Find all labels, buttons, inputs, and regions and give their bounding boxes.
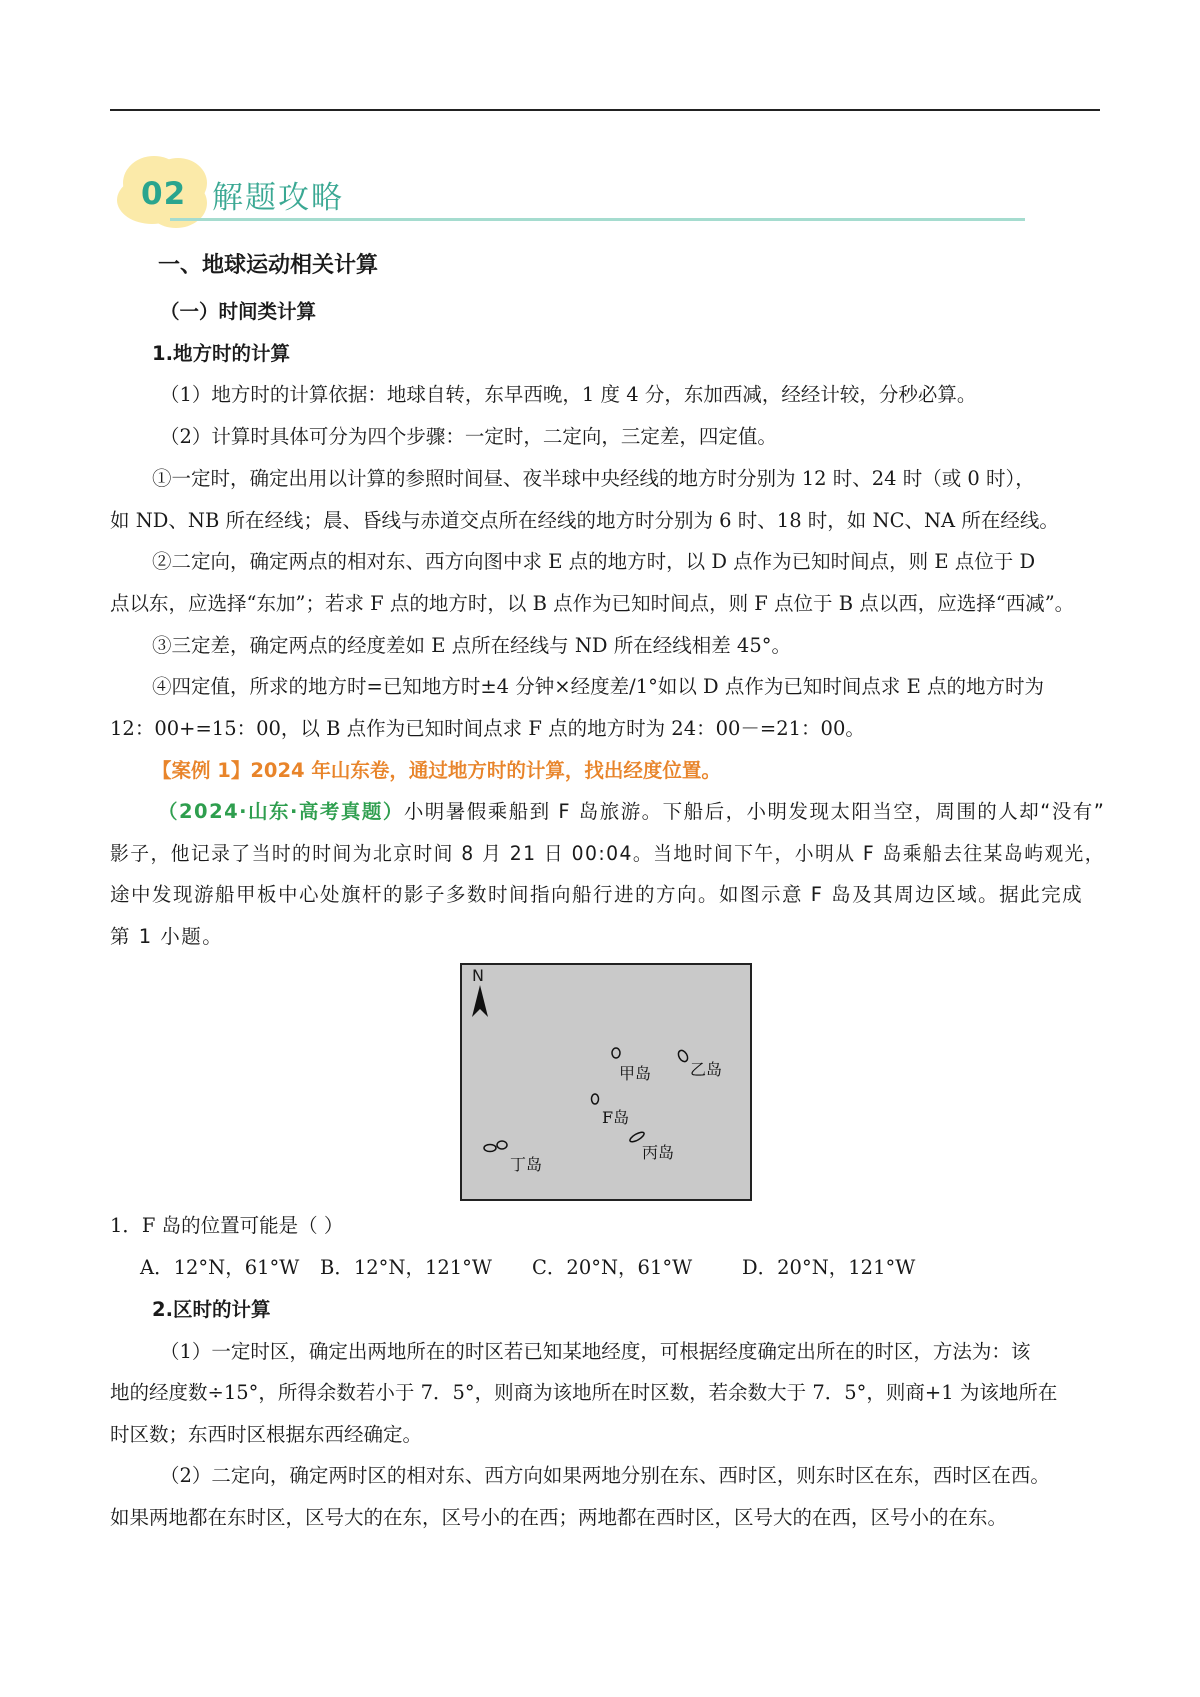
paragraph-step1-line1: ①一定时，确定出用以计算的参照时间昼、夜半球中央经线的地方时分别为 12 时、24 时（或 0 时）， <box>152 467 1035 490</box>
north-arrow-icon <box>472 985 488 1017</box>
heading-2: （一）时间类计算 <box>160 300 317 323</box>
island-f-label: F岛 <box>602 1108 630 1127</box>
paragraph-basis: （1）地方时的计算依据：地球自转，东早西晚，1 度 4 分，东加西减，经经计较，分秒必算。 <box>160 383 977 406</box>
island-ding-shape-a <box>484 1145 496 1152</box>
island-jia-shape <box>612 1048 620 1058</box>
section-underline <box>170 218 1025 221</box>
zone-para1-line1: （1）一定时区，确定出两地所在的时区若已知某地经度，可根据经度确定出所在的时区，方法为：该 <box>160 1340 1031 1363</box>
option-a[interactable]: A．12°N，61°W <box>140 1256 300 1279</box>
paragraph-step4-line1: ④四定值，所求的地方时=已知地方时±4 分钟×经度差/1°如以 D 点作为已知时间点求 E 点的地方时为 <box>152 675 1045 698</box>
paragraph-step3: ③三定差，确定两点的经度差如 E 点所在经线与 ND 所在经线相差 45°。 <box>152 634 791 657</box>
exam-source: （2024·山东·高考真题） <box>158 800 404 823</box>
option-d[interactable]: D．20°N，121°W <box>742 1256 916 1279</box>
zone-para2-line2: 如果两地都在东时区，区号大的在东，区号小的在西；两地都在西时区，区号大的在西，区号小的在东。 <box>110 1506 1008 1529</box>
zone-para2-line1: （2）二定向，确定两时区的相对东、西方向如果两地分别在东、西时区，则东时区在东，西时区在西。 <box>160 1464 1050 1487</box>
option-c[interactable]: C．20°N，61°W <box>532 1256 693 1279</box>
case-heading: 【案例 1】2024 年山东卷，通过地方时的计算，找出经度位置。 <box>152 759 721 782</box>
question-1: 1．F 岛的位置可能是（ ） <box>110 1214 344 1237</box>
exam-line-4: 第 1 小题。 <box>110 925 224 948</box>
island-yi-shape <box>677 1049 690 1063</box>
exam-line-3: 途中发现游船甲板中心处旗杆的影子多数时间指向船行进的方向。如图示意 F 岛及其周边区域。据此完成 <box>110 883 1084 906</box>
island-yi-label: 乙岛 <box>690 1060 723 1079</box>
exam-line-1: （2024·山东·高考真题）小明暑假乘船到 F 岛旅游。下船后，小明发现太阳当空，周围的人却“没有” <box>158 800 1106 823</box>
zone-para1-line3: 时区数；东西时区根据东西经确定。 <box>110 1423 423 1446</box>
subheading-zone-time: 2.区时的计算 <box>152 1298 271 1321</box>
heading-1: 一、地球运动相关计算 <box>158 253 379 278</box>
paragraph-steps: （2）计算时具体可分为四个步骤：一定时，二定向，三定差，四定值。 <box>160 425 777 448</box>
island-bing-label: 丙岛 <box>642 1143 675 1162</box>
island-jia-label: 甲岛 <box>619 1064 652 1083</box>
paragraph-step4-line2: 12：00+=15：00，以 B 点作为已知时间点求 F 点的地方时为 24：00－=21：00。 <box>110 717 865 740</box>
exam-line-2: 影子，他记录了当时的时间为北京时间 8 月 21 日 00:04。当地时间下午，小明从 F 岛乘船去往某岛屿观光， <box>110 842 1106 865</box>
island-map <box>460 963 752 1201</box>
top-rule <box>110 109 1100 111</box>
zone-para1-line2: 地的经度数÷15°，所得余数若小于 7．5°，则商为该地所在时区数，若余数大于 7．5°，则商+1 为该地所在 <box>110 1381 1058 1404</box>
paragraph-step2-line1: ②二定向，确定两点的相对东、西方向图中求 E 点的地方时，以 D 点作为已知时间点，则 E 点位于 D <box>152 550 1036 573</box>
paragraph-step1-line2: 如 ND、NB 所在经线；晨、昏线与赤道交点所在经线的地方时分别为 6 时、18 时，如 NC、NA 所在经线。 <box>110 509 1059 532</box>
section-number: 02 <box>141 176 187 212</box>
subheading-local-time: 1.地方时的计算 <box>152 342 290 365</box>
island-ding-shape-b <box>497 1141 507 1149</box>
north-label: N <box>472 966 484 985</box>
paragraph-step2-line2: 点以东，应选择“东加”；若求 F 点的地方时，以 B 点作为已知时间点，则 F 点位于 B 点以西，应选择“西减”。 <box>110 592 1075 615</box>
section-title: 解题攻略 <box>212 180 344 216</box>
island-f-shape <box>592 1094 599 1104</box>
island-ding-label: 丁岛 <box>510 1155 543 1174</box>
option-b[interactable]: B．12°N，121°W <box>320 1256 492 1279</box>
